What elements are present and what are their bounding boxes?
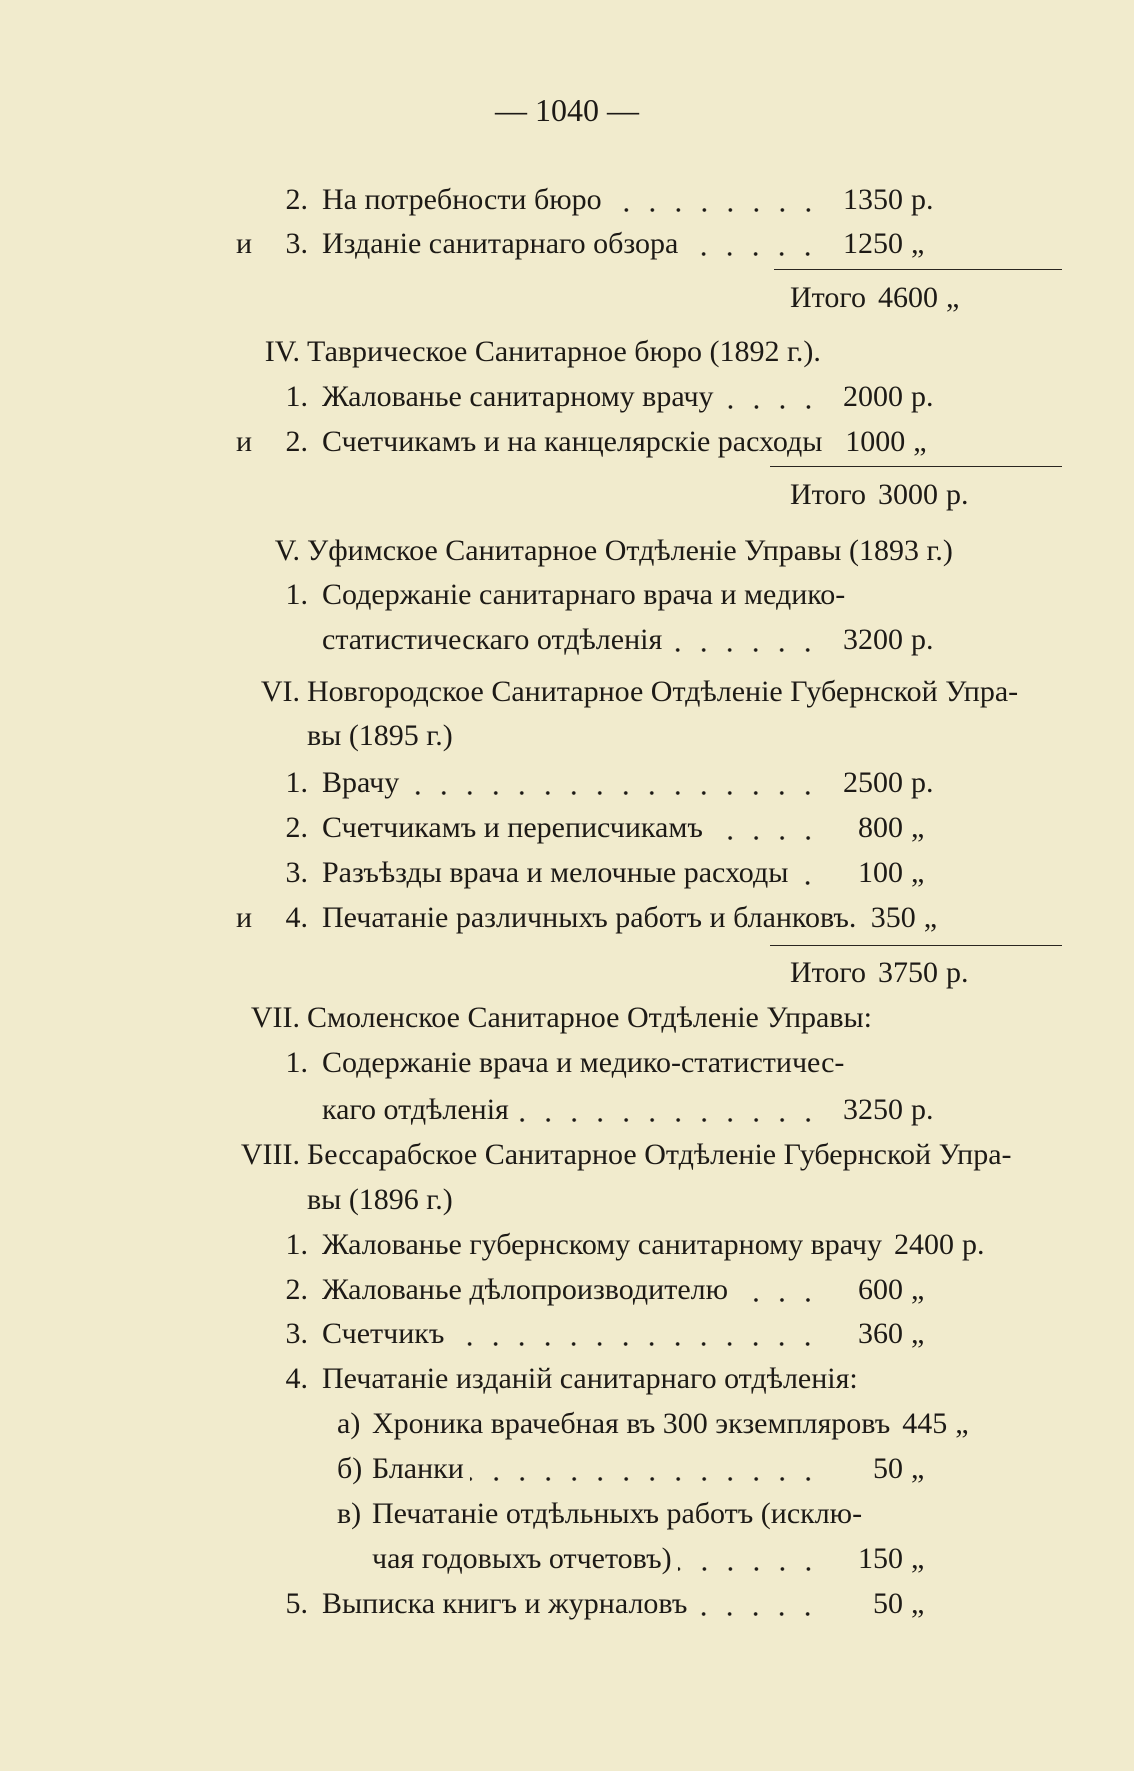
item-number: 5. bbox=[285, 1587, 308, 1620]
amount: 1000 bbox=[845, 425, 906, 458]
sum-rule bbox=[774, 269, 1062, 270]
currency-unit: „ bbox=[911, 1273, 925, 1306]
budget-item bbox=[322, 1225, 985, 1265]
item-label: Счетчикамъ и переписчикамъ bbox=[322, 811, 703, 844]
section-number: IV. bbox=[264, 335, 300, 368]
budget-item bbox=[372, 1539, 945, 1579]
item-label: Содержаніе санитарнаго врача и медико- bbox=[322, 578, 846, 611]
currency-unit: р. bbox=[945, 956, 969, 989]
conjunction: и bbox=[236, 227, 253, 260]
dot-leader bbox=[668, 620, 821, 660]
item-number: 3. bbox=[285, 227, 308, 260]
page-number: — 1040 — bbox=[495, 92, 639, 128]
dot-leader bbox=[684, 224, 821, 264]
section-heading bbox=[307, 998, 945, 1038]
sum-rule bbox=[770, 466, 1062, 467]
item-number: 4. bbox=[285, 901, 308, 934]
item-number: 1. bbox=[285, 766, 308, 799]
currency-unit: „ bbox=[913, 425, 927, 458]
total-row bbox=[790, 953, 969, 993]
section-heading bbox=[307, 332, 945, 372]
currency-unit: „ bbox=[911, 227, 925, 260]
amount: 50 bbox=[873, 1452, 903, 1485]
currency-unit: „ bbox=[923, 901, 938, 934]
amount: 100 bbox=[858, 856, 903, 889]
budget-item bbox=[322, 1043, 945, 1083]
item-label: каго отдѣленія bbox=[322, 1093, 509, 1126]
dot-leader bbox=[734, 1270, 821, 1310]
currency-unit: р. bbox=[945, 478, 969, 511]
item-label: Жалованье губернскому санитарному врачу bbox=[322, 1228, 882, 1261]
total-label: Итого bbox=[790, 281, 866, 314]
budget-item bbox=[322, 1359, 945, 1399]
amount: 3200 bbox=[843, 623, 903, 656]
currency-unit: „ bbox=[911, 1542, 925, 1575]
item-label: Бессарабское Санитарное Отдѣленіе Губернской Упра- bbox=[307, 1138, 1012, 1171]
budget-item bbox=[307, 716, 945, 756]
item-label: Уфимское Санитарное Отдѣленіе Управы (1893 г.) bbox=[307, 534, 953, 567]
dot-leader bbox=[608, 180, 821, 220]
item-number: 3. bbox=[285, 856, 308, 889]
item-label: статистическаго отдѣленія bbox=[322, 623, 663, 656]
item-label: Печатаніе отдѣльныхъ работъ (исклю- bbox=[372, 1497, 863, 1530]
dot-leader bbox=[470, 1449, 821, 1489]
amount: 600 bbox=[858, 1273, 903, 1306]
item-label: Печатаніе различныхъ работъ и бланковъ. bbox=[322, 901, 857, 934]
section-number: VI. bbox=[260, 675, 300, 708]
item-label: Печатаніе изданій санитарнаго отдѣленія: bbox=[322, 1362, 858, 1395]
section-heading bbox=[307, 1135, 1012, 1175]
item-label: Разъѣзды врача и мелочные расходы bbox=[322, 856, 789, 889]
budget-item bbox=[322, 853, 945, 893]
currency-unit: „ bbox=[911, 1452, 925, 1485]
sum-rule bbox=[770, 945, 1062, 946]
item-number: в) bbox=[337, 1497, 362, 1530]
amount: 50 bbox=[873, 1587, 903, 1620]
item-label: вы (1895 г.) bbox=[307, 719, 453, 752]
amount: 4600 bbox=[877, 281, 938, 314]
budget-item bbox=[372, 1449, 945, 1489]
item-label: Счетчикъ bbox=[322, 1317, 445, 1350]
section-number: V. bbox=[274, 534, 300, 567]
currency-unit: „ bbox=[911, 1317, 925, 1350]
amount: 3750 bbox=[877, 956, 938, 989]
dot-leader bbox=[720, 377, 821, 417]
item-number: 2. bbox=[285, 1273, 308, 1306]
item-label: чая годовыхъ отчетовъ) bbox=[372, 1542, 672, 1575]
amount: 360 bbox=[858, 1317, 903, 1350]
total-label: Итого bbox=[790, 478, 866, 511]
budget-item bbox=[322, 808, 945, 848]
amount: 150 bbox=[858, 1542, 903, 1575]
dot-leader bbox=[405, 763, 821, 803]
currency-unit: „ bbox=[911, 811, 925, 844]
budget-item bbox=[322, 377, 945, 417]
amount: 2500 bbox=[843, 766, 903, 799]
budget-item bbox=[322, 180, 945, 220]
section-heading bbox=[307, 672, 1019, 712]
currency-unit: р. bbox=[911, 1093, 934, 1126]
amount: 445 bbox=[902, 1407, 948, 1440]
budget-item bbox=[322, 224, 945, 264]
currency-unit: „ bbox=[945, 281, 960, 314]
budget-item bbox=[372, 1404, 969, 1444]
budget-item bbox=[372, 1494, 945, 1534]
item-number: 1. bbox=[285, 1046, 308, 1079]
dot-leader bbox=[450, 1314, 821, 1354]
currency-unit: „ bbox=[911, 1587, 925, 1620]
conjunction: и bbox=[236, 425, 253, 458]
amount: 350 bbox=[870, 901, 916, 934]
item-number: 1. bbox=[285, 380, 308, 413]
item-label: На потребности бюро bbox=[322, 183, 602, 216]
currency-unit: р. bbox=[911, 766, 934, 799]
budget-item bbox=[322, 620, 945, 660]
item-label: Смоленское Санитарное Отдѣленіе Управы: bbox=[307, 1001, 873, 1034]
item-label: Жалованье санитарному врачу bbox=[322, 380, 714, 413]
conjunction: и bbox=[236, 901, 253, 934]
item-label: Жалованье дѣлопроизводителю bbox=[322, 1273, 729, 1306]
budget-item bbox=[322, 1584, 945, 1624]
amount: 1250 bbox=[843, 227, 903, 260]
budget-item bbox=[322, 422, 945, 462]
budget-item bbox=[322, 575, 945, 615]
budget-item bbox=[322, 1090, 945, 1130]
dot-leader bbox=[515, 1090, 821, 1130]
budget-item bbox=[322, 1314, 945, 1354]
amount: 800 bbox=[858, 811, 903, 844]
currency-unit: р. bbox=[911, 183, 934, 216]
amount: 2400 bbox=[893, 1228, 954, 1261]
item-label: Изданіе санитарнаго обзора bbox=[322, 227, 679, 260]
item-number: а) bbox=[337, 1407, 361, 1440]
section-heading bbox=[307, 531, 953, 571]
currency-unit: р. bbox=[911, 623, 934, 656]
item-number: б) bbox=[337, 1452, 363, 1485]
item-number: 2. bbox=[285, 811, 308, 844]
item-number: 2. bbox=[285, 425, 308, 458]
item-label: Новгородское Санитарное Отдѣленіе Губернской Упра- bbox=[307, 675, 1019, 708]
total-row bbox=[790, 475, 969, 515]
item-number: 1. bbox=[285, 1228, 308, 1261]
amount: 3000 bbox=[877, 478, 938, 511]
item-label: Выписка книгъ и журналовъ bbox=[322, 1587, 688, 1620]
item-label: Бланки bbox=[372, 1452, 464, 1485]
section-number: VII. bbox=[250, 1001, 300, 1034]
dot-leader bbox=[794, 853, 821, 893]
item-label: вы (1896 г.) bbox=[307, 1183, 453, 1216]
currency-unit: „ bbox=[911, 856, 925, 889]
budget-item bbox=[322, 763, 945, 803]
dot-leader bbox=[678, 1539, 821, 1579]
dot-leader bbox=[709, 808, 821, 848]
budget-item bbox=[322, 1270, 945, 1310]
amount: 2000 bbox=[843, 380, 903, 413]
currency-unit: р. bbox=[911, 380, 934, 413]
item-label: Врачу bbox=[322, 766, 400, 799]
total-label: Итого bbox=[790, 956, 866, 989]
amount: 3250 bbox=[843, 1093, 903, 1126]
budget-item bbox=[322, 898, 945, 938]
item-label: Таврическое Санитарное бюро (1892 г.). bbox=[307, 335, 821, 368]
budget-item bbox=[307, 1180, 945, 1220]
item-label: Содержаніе врача и медико-статистичес- bbox=[322, 1046, 845, 1079]
amount: 1350 bbox=[843, 183, 903, 216]
item-label: Счетчикамъ и на канцелярскіе расходы bbox=[322, 425, 823, 458]
item-label: Хроника врачебная въ 300 экземпляровъ bbox=[372, 1407, 891, 1440]
item-number: 1. bbox=[285, 578, 308, 611]
currency-unit: р. bbox=[961, 1228, 985, 1261]
item-number: 3. bbox=[285, 1317, 308, 1350]
dot-leader bbox=[693, 1584, 821, 1624]
currency-unit: „ bbox=[955, 1407, 969, 1440]
item-number: 4. bbox=[285, 1362, 308, 1395]
section-number: VIII. bbox=[240, 1138, 300, 1171]
total-row bbox=[790, 278, 960, 318]
item-number: 2. bbox=[285, 183, 308, 216]
